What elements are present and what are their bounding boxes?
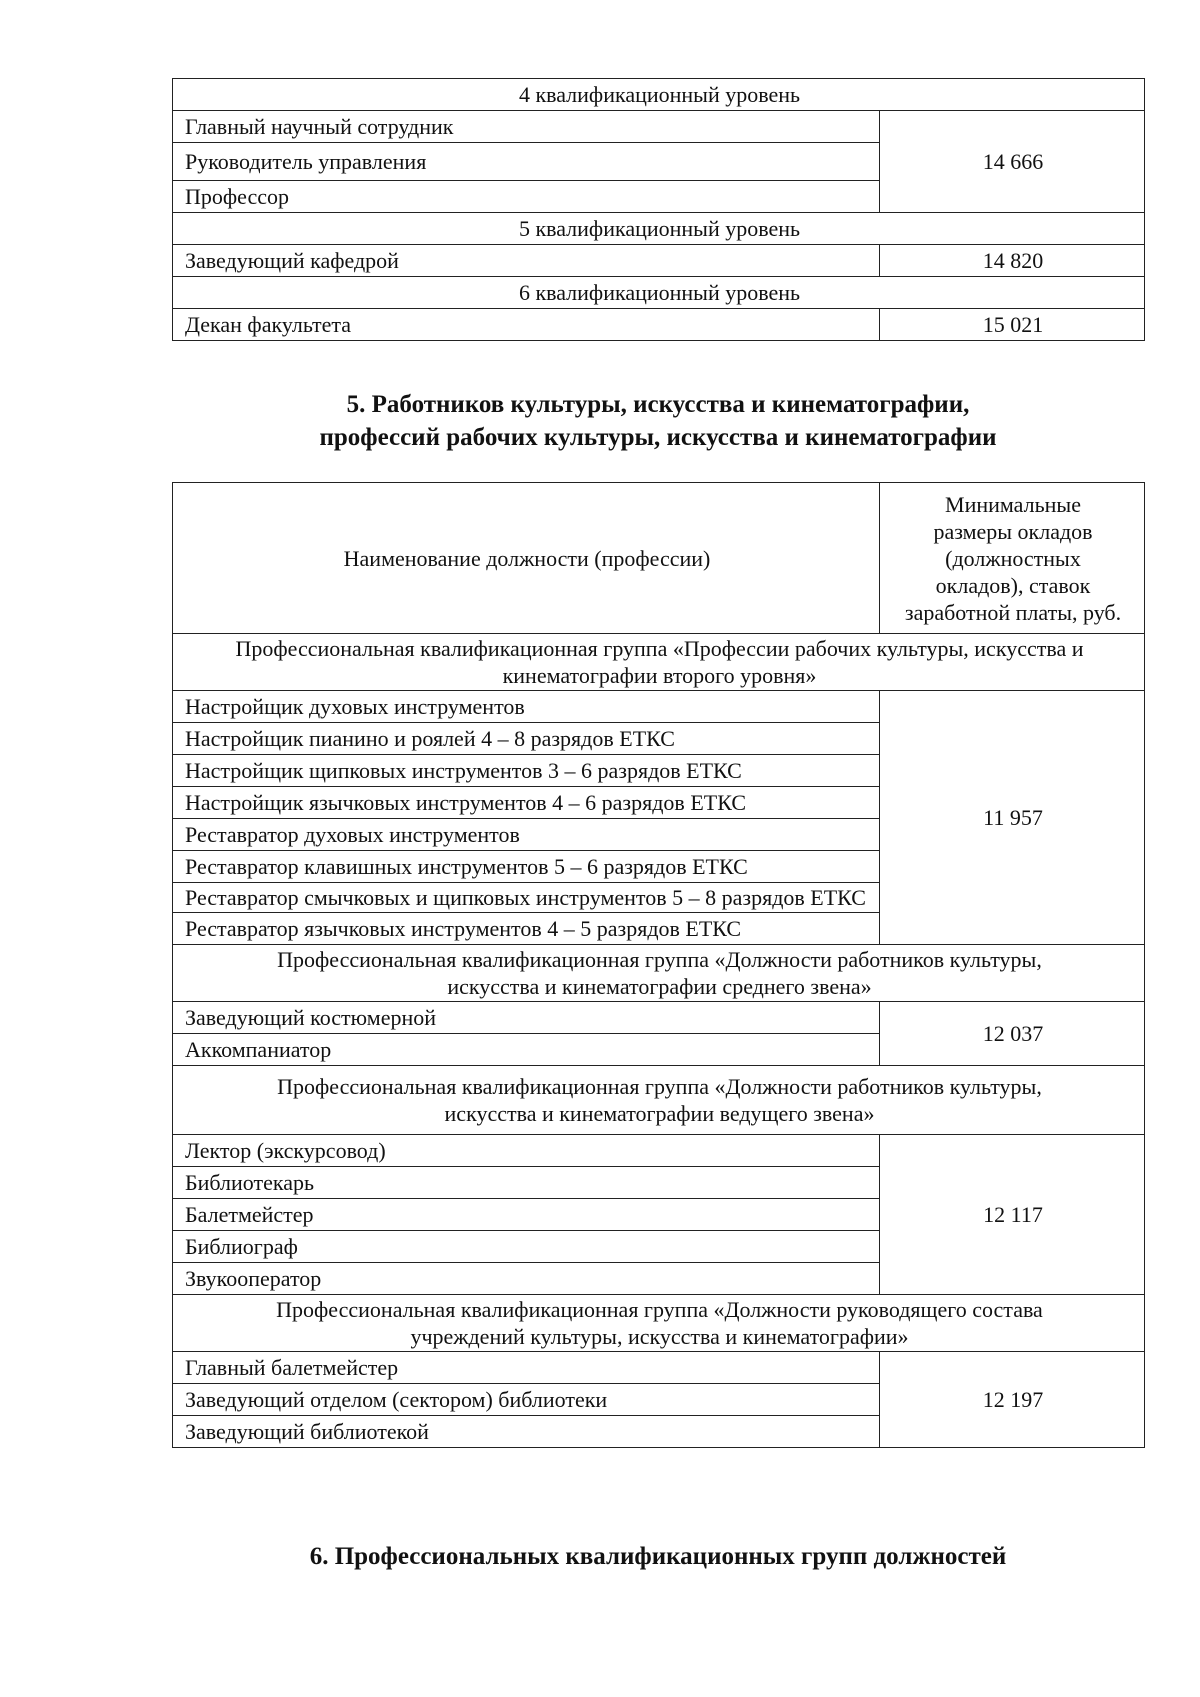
salary-value: 12 037	[880, 1002, 1145, 1066]
group-title-line: искусства и кинематографии ведущего звена»	[444, 1101, 875, 1126]
heading-line: 5. Работников культуры, искусства и кинематографии,	[346, 391, 970, 418]
header-line: Минимальные	[945, 491, 1081, 517]
table-row	[173, 1135, 1145, 1167]
position-name: Лектор (экскурсовод)	[173, 1135, 880, 1167]
group-row	[173, 1066, 1145, 1135]
table-row	[173, 1002, 1145, 1034]
group-title	[173, 945, 1145, 1002]
position-name: Реставратор смычковых и щипковых инструментов 5 – 8 разрядов ЕТКС	[173, 883, 880, 913]
position-name: Заведующий костюмерной	[173, 1002, 880, 1034]
group-title-line: учреждений культуры, искусства и кинематографии»	[410, 1324, 909, 1349]
level-title: 5 квалификационный уровень	[173, 213, 1145, 245]
salary-value: 11 957	[880, 691, 1145, 945]
position-name: Реставратор язычковых инструментов 4 – 5 разрядов ЕТКС	[173, 913, 880, 945]
position-name: Настройщик язычковых инструментов 4 – 6 разрядов ЕТКС	[173, 787, 880, 819]
salary-value: 14 666	[880, 111, 1145, 213]
position-name: Аккомпаниатор	[173, 1034, 880, 1066]
level-row	[173, 79, 1145, 111]
column-header-salary	[880, 483, 1145, 634]
group-title-line: Профессиональная квалификационная группа «Должности руководящего состава	[276, 1297, 1043, 1322]
table-row	[173, 309, 1145, 341]
level-row	[173, 277, 1145, 309]
header-line: (должностных	[945, 545, 1081, 571]
level-title: 6 квалификационный уровень	[173, 277, 1145, 309]
culture-salaries-table	[172, 482, 1145, 1448]
group-row	[173, 634, 1145, 691]
group-title-line: Профессиональная квалификационная группа «Должности работников культуры,	[277, 1074, 1042, 1099]
column-header-position: Наименование должности (профессии)	[173, 483, 880, 634]
position-name: Реставратор духовых инструментов	[173, 819, 880, 851]
table-row	[173, 245, 1145, 277]
table-row	[173, 691, 1145, 723]
position-name: Заведующий кафедрой	[173, 245, 880, 277]
section-heading: 6. Профессиональных квалификационных групп должностей	[309, 1543, 1007, 1570]
position-name: Руководитель управления	[173, 143, 880, 181]
group-title-line: кинематографии второго уровня»	[502, 663, 817, 688]
level-row	[173, 213, 1145, 245]
position-name: Заведующий отделом (сектором) библиотеки	[173, 1384, 880, 1416]
position-name: Заведующий библиотекой	[173, 1416, 880, 1448]
position-name: Главный балетмейстер	[173, 1352, 880, 1384]
position-name: Профессор	[173, 181, 880, 213]
position-name: Библиограф	[173, 1231, 880, 1263]
group-title-line: Профессиональная квалификационная группа «Должности работников культуры,	[277, 947, 1042, 972]
position-name: Декан факультета	[173, 309, 880, 341]
position-name: Реставратор клавишных инструментов 5 – 6 разрядов ЕТКС	[173, 851, 880, 883]
group-title	[173, 634, 1145, 691]
position-name: Звукооператор	[173, 1263, 880, 1295]
group-title	[173, 1295, 1145, 1352]
salary-value: 15 021	[880, 309, 1145, 341]
salary-value: 14 820	[880, 245, 1145, 277]
heading-line: профессий рабочих культуры, искусства и кинематографии	[319, 424, 997, 451]
group-row	[173, 1295, 1145, 1352]
table-row	[173, 111, 1145, 143]
salary-value: 12 197	[880, 1352, 1145, 1448]
level-title: 4 квалификационный уровень	[173, 79, 1145, 111]
position-name: Настройщик пианино и роялей 4 – 8 разрядов ЕТКС	[173, 723, 880, 755]
group-title	[173, 1066, 1145, 1135]
group-title-line: Профессиональная квалификационная группа «Профессии рабочих культуры, искусства и	[235, 636, 1084, 661]
table-header-row	[173, 483, 1145, 634]
section-heading	[172, 388, 1144, 454]
header-line: размеры окладов	[933, 518, 1093, 544]
position-name: Настройщик щипковых инструментов 3 – 6 разрядов ЕТКС	[173, 755, 880, 787]
position-name: Настройщик духовых инструментов	[173, 691, 880, 723]
position-name: Балетмейстер	[173, 1199, 880, 1231]
header-line: заработной платы, руб.	[904, 599, 1122, 625]
group-title-line: искусства и кинематографии среднего звена»	[447, 974, 872, 999]
position-name: Главный научный сотрудник	[173, 111, 880, 143]
group-row	[173, 945, 1145, 1002]
table-row	[173, 1352, 1145, 1384]
qualification-levels-table	[172, 78, 1145, 341]
header-line: окладов), ставок	[935, 572, 1091, 598]
salary-value: 12 117	[880, 1135, 1145, 1295]
position-name: Библиотекарь	[173, 1167, 880, 1199]
